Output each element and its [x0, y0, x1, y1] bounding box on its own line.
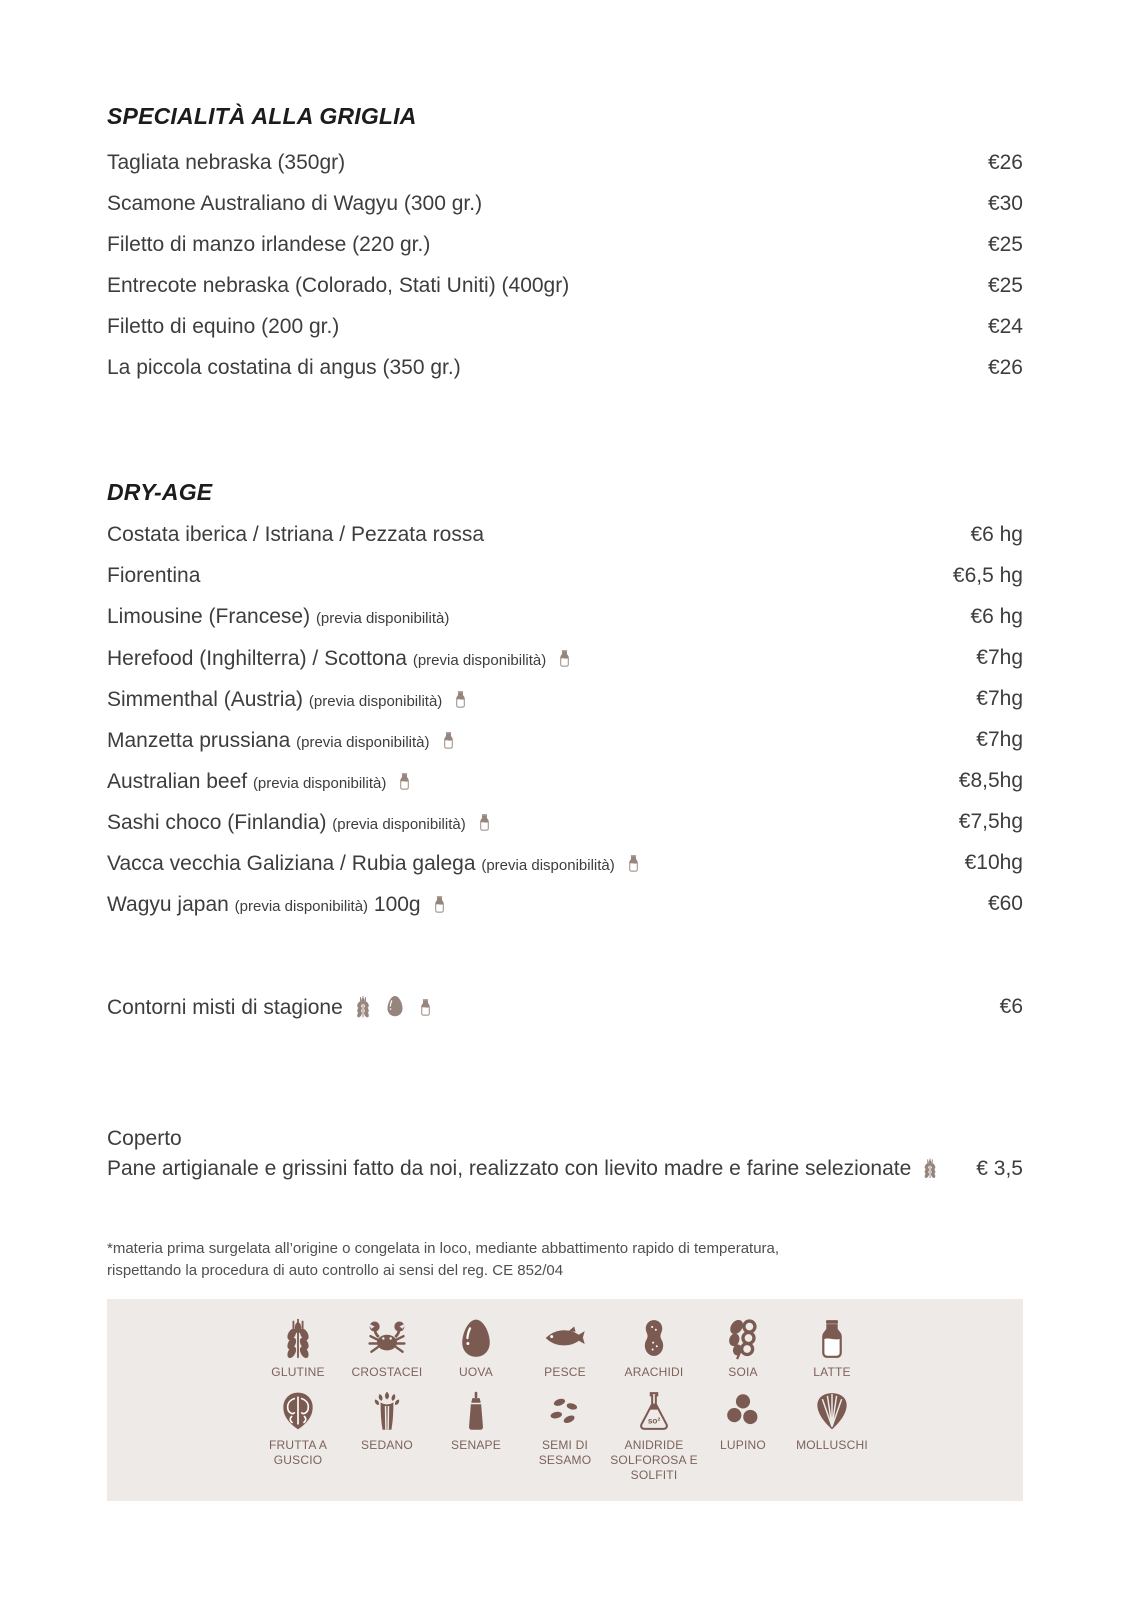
sesame-seeds-icon — [543, 1388, 587, 1434]
allergen-label: GLUTINE — [271, 1365, 325, 1379]
item-availability-note: (previa disponibilità) — [308, 692, 443, 710]
coperto-row — [107, 1125, 1023, 1183]
item-name: Fiorentina — [107, 563, 201, 587]
wheat-icon — [919, 1153, 941, 1183]
milk-bottle-icon — [810, 1315, 854, 1361]
item-price: €6 hg — [970, 604, 1023, 628]
milk-bottle-icon — [439, 725, 458, 755]
item-name: Filetto di equino (200 gr.) — [107, 314, 340, 338]
allergen-label: SEDANO — [361, 1438, 413, 1452]
allergen-molluscs — [788, 1388, 877, 1483]
allergen-label: CROSTACEI — [351, 1365, 423, 1379]
item-availability-note: (previa disponibilità) — [481, 856, 615, 874]
menu-item-row — [107, 678, 1023, 719]
coperto-description: Pane artigianale e grissini fatto da noi, realizzato con lievito madre e farine selezionate — [107, 1157, 912, 1180]
item-name: Costata iberica / Istriana / Pezzata rossa — [107, 522, 485, 546]
menu-item-row — [107, 183, 1023, 224]
allergen-lupin — [699, 1388, 788, 1483]
allergen-tree-nuts — [254, 1388, 343, 1483]
item-price: €7hg — [976, 686, 1023, 710]
allergen-row-1 — [107, 1315, 1023, 1380]
menu-item-row — [107, 801, 1023, 842]
item-availability-note: (previa disponibilità) — [412, 651, 547, 669]
item-availability-note: (previa disponibilità) — [332, 815, 466, 833]
allergen-label: PESCE — [544, 1365, 586, 1379]
allergen-sulphites — [610, 1388, 699, 1483]
item-price: €6 — [999, 994, 1023, 1018]
allergen-sesame — [521, 1388, 610, 1483]
item-price: €10hg — [964, 850, 1023, 874]
item-name: Tagliata nebraska (350gr) — [107, 150, 346, 174]
allergen-label: SEMI DI SESAMO — [538, 1438, 592, 1467]
allergen-peanuts — [610, 1315, 699, 1380]
item-name: Scamone Australiano di Wagyu (300 gr.) — [107, 191, 483, 215]
menu-item-row — [107, 719, 1023, 760]
item-price: €8,5hg — [958, 768, 1023, 792]
milk-bottle-icon — [451, 684, 470, 714]
item-name: Simmenthal (Austria) — [107, 687, 304, 711]
allergen-mustard — [432, 1388, 521, 1483]
allergen-panel — [107, 1299, 1023, 1501]
item-price: €26 — [987, 150, 1023, 174]
item-price: €24 — [987, 314, 1023, 338]
egg-icon — [454, 1315, 498, 1361]
menu-item-row — [107, 637, 1023, 678]
mustard-bottle-icon — [454, 1388, 498, 1434]
item-name: Vacca vecchia Galiziana / Rubia galega — [107, 851, 476, 875]
item-name: Wagyu japan — [107, 892, 229, 916]
sulphite-flask-icon — [632, 1388, 676, 1434]
allergen-eggs — [432, 1315, 521, 1380]
allergen-label: MOLLUSCHI — [796, 1438, 868, 1452]
footnote — [107, 1238, 1023, 1281]
walnut-icon — [276, 1388, 320, 1434]
item-price: €25 — [987, 232, 1023, 256]
item-name: Herefood (Inghilterra) / Scottona — [107, 646, 407, 670]
menu-item-row — [107, 306, 1023, 347]
menu-item-row — [107, 883, 1023, 924]
item-weight-suffix: 100g — [373, 892, 421, 916]
item-price: €6 hg — [970, 522, 1023, 546]
coperto-title: Coperto — [107, 1127, 182, 1150]
item-name: Filetto di manzo irlandese (220 gr.) — [107, 232, 431, 256]
menu-item-row — [107, 265, 1023, 306]
celery-icon — [365, 1388, 409, 1434]
item-name: La piccola costatina di angus (350 gr.) — [107, 355, 461, 379]
section-title-dry-age: DRY-AGE — [107, 479, 213, 505]
item-name: Contorni misti di stagione — [107, 996, 343, 1019]
milk-bottle-icon — [430, 889, 449, 919]
shell-icon — [810, 1388, 854, 1434]
milk-bottle-icon — [555, 643, 574, 673]
allergen-crustaceans — [343, 1315, 432, 1380]
item-name: Entrecote nebraska (Colorado, Stati Uniti) (400gr) — [107, 273, 570, 297]
allergen-label: LUPINO — [720, 1438, 766, 1452]
allergen-soy — [699, 1315, 788, 1380]
item-price: €7hg — [976, 727, 1023, 751]
item-price: €30 — [987, 191, 1023, 215]
allergen-label: ARACHIDI — [624, 1365, 684, 1379]
item-price: €7hg — [976, 645, 1023, 669]
peanut-icon — [632, 1315, 676, 1361]
menu-item-row — [107, 842, 1023, 883]
item-price: €25 — [987, 273, 1023, 297]
item-price: €7,5hg — [958, 809, 1023, 833]
section-title-griglia: SPECIALITÀ ALLA GRIGLIA — [107, 103, 417, 129]
wheat-icon — [276, 1315, 320, 1361]
item-availability-note: (previa disponibilità) — [296, 733, 430, 751]
allergen-fish — [521, 1315, 610, 1380]
menu-item-row — [107, 760, 1023, 801]
item-availability-note: (previa disponibilità) — [234, 897, 369, 915]
allergen-label: SENAPE — [451, 1438, 501, 1452]
item-price: €6,5 hg — [952, 563, 1023, 587]
item-price: €60 — [987, 891, 1023, 915]
item-name: Australian beef — [107, 769, 248, 793]
item-name: Manzetta prussiana — [107, 728, 291, 752]
allergen-label: ANIDRIDE SOLFOROSA E SOLFITI — [610, 1438, 698, 1482]
menu-item-row — [107, 514, 1023, 555]
milk-bottle-icon — [624, 848, 643, 878]
milk-bottle-icon — [395, 766, 414, 796]
wheat-icon — [351, 991, 375, 1022]
soy-icon — [721, 1315, 765, 1361]
crab-icon — [365, 1315, 409, 1361]
griglia-items — [107, 142, 1023, 388]
allergen-celery — [343, 1388, 432, 1483]
allergen-milk — [788, 1315, 877, 1380]
menu-item-row — [107, 555, 1023, 596]
allergen-label: FRUTTA A GUSCIO — [268, 1438, 328, 1467]
menu-item-row — [107, 224, 1023, 265]
egg-icon — [383, 993, 407, 1019]
footnote-line-2: rispettando la procedura di auto controllo ai sensi del reg. CE 852/04 — [107, 1261, 564, 1279]
menu-item-row — [107, 142, 1023, 183]
fish-icon — [543, 1315, 587, 1361]
item-price: €26 — [987, 355, 1023, 379]
allergen-label: LATTE — [813, 1365, 851, 1379]
milk-bottle-icon — [475, 807, 494, 837]
footnote-line-1: *materia prima surgelata all’origine o congelata in loco, mediante abbattimento rapido di temperatura, — [107, 1240, 780, 1257]
lupin-icon — [721, 1388, 765, 1434]
allergen-row-2 — [107, 1388, 1023, 1483]
contorni-row — [107, 986, 1023, 1027]
coperto-price: € 3,5 — [976, 1157, 1023, 1180]
dry-age-items — [107, 514, 1023, 924]
menu-item-row — [107, 347, 1023, 388]
item-availability-note: (previa disponibilità) — [252, 774, 387, 792]
item-availability-note: (previa disponibilità) — [315, 609, 450, 627]
menu-item-row — [107, 596, 1023, 637]
allergen-gluten — [254, 1315, 343, 1380]
allergen-label: UOVA — [459, 1365, 493, 1379]
item-name: Sashi choco (Finlandia) — [107, 810, 327, 834]
milk-bottle-icon — [416, 992, 435, 1022]
item-name: Limousine (Francese) — [107, 604, 311, 628]
allergen-label: SOIA — [728, 1365, 758, 1379]
